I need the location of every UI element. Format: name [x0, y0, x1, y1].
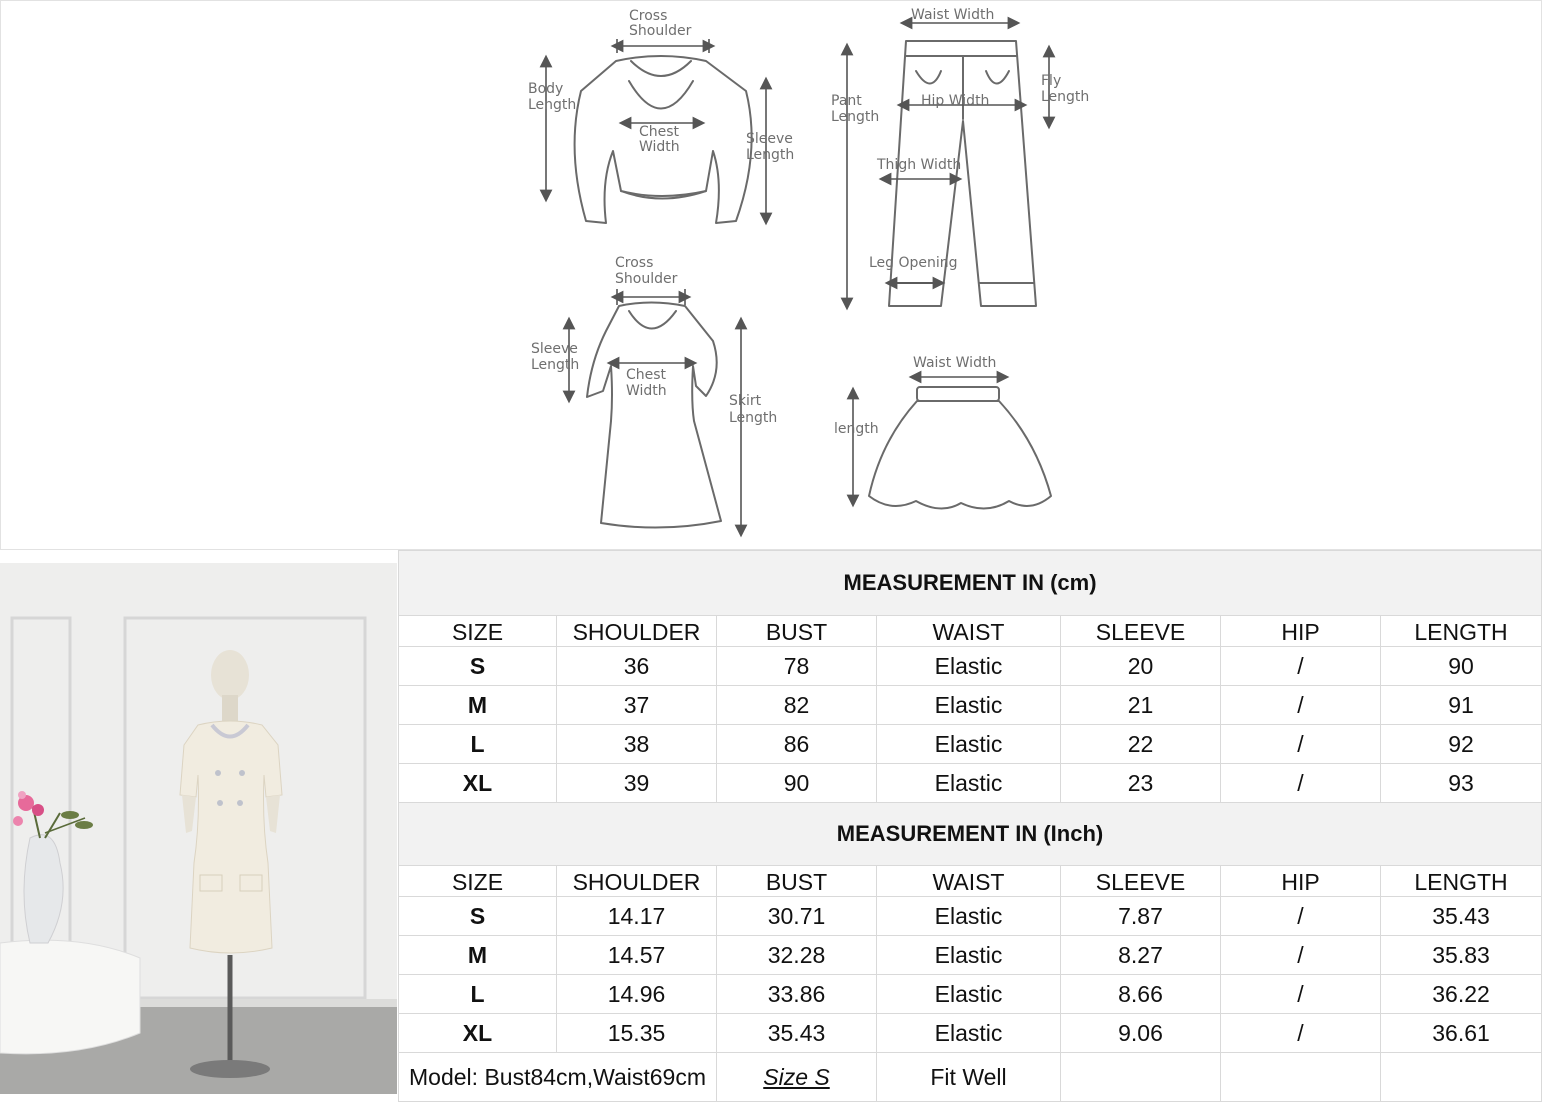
waist-cell: Elastic	[877, 975, 1061, 1014]
empty-cell	[1221, 1053, 1381, 1102]
hip-cell: /	[1221, 936, 1381, 975]
waist-cell: Elastic	[877, 647, 1061, 686]
empty-cell	[1381, 1053, 1542, 1102]
size-cell: M	[399, 936, 557, 975]
table-row	[399, 686, 1542, 725]
label-skirt-length-short: length	[834, 421, 879, 437]
model-info-row	[399, 1053, 1542, 1102]
hip-cell: /	[1221, 764, 1381, 803]
hip-cell: /	[1221, 897, 1381, 936]
hip-cell: /	[1221, 647, 1381, 686]
length-cell: 92	[1381, 725, 1542, 764]
col-header-shoulder: SHOULDER	[557, 866, 717, 897]
label-chest-width-dress: Chest	[626, 367, 667, 383]
product-photo	[0, 563, 397, 1094]
hip-cell: /	[1221, 1014, 1381, 1053]
label-sleeve-length-dress: Sleeve	[531, 341, 578, 357]
fit-note: Fit Well	[877, 1053, 1061, 1102]
col-header-hip: HIP	[1221, 866, 1381, 897]
inch-header-row	[399, 866, 1542, 897]
sleeve-cell: 20	[1061, 647, 1221, 686]
length-cell: 35.83	[1381, 936, 1542, 975]
waist-cell: Elastic	[877, 936, 1061, 975]
label-leg-opening: Leg Opening	[869, 255, 958, 271]
shoulder-cell: 14.57	[557, 936, 717, 975]
size-chart	[398, 550, 1541, 1102]
skirt-diagram	[869, 387, 1051, 509]
label-chest-width-top: Chest	[639, 124, 680, 140]
col-header-shoulder: SHOULDER	[557, 616, 717, 647]
shoulder-cell: 37	[557, 686, 717, 725]
bust-cell: 90	[717, 764, 877, 803]
bust-cell: 35.43	[717, 1014, 877, 1053]
inch-table-title: MEASUREMENT IN (Inch)	[399, 803, 1542, 866]
waist-cell: Elastic	[877, 764, 1061, 803]
length-cell: 93	[1381, 764, 1542, 803]
col-header-bust: BUST	[717, 616, 877, 647]
table-row	[399, 1014, 1542, 1053]
size-cell: S	[399, 897, 557, 936]
label-chest-width-dress-2: Width	[626, 383, 667, 399]
label-sleeve-length-top-2: Length	[746, 147, 795, 163]
bust-cell: 30.71	[717, 897, 877, 936]
sleeve-cell: 8.66	[1061, 975, 1221, 1014]
sleeve-cell: 8.27	[1061, 936, 1221, 975]
model-measurements: Model: Bust84cm,Waist69cm	[399, 1053, 717, 1102]
sleeve-cell: 21	[1061, 686, 1221, 725]
size-chart-table	[398, 550, 1542, 1102]
size-cell: M	[399, 686, 557, 725]
length-cell: 91	[1381, 686, 1542, 725]
label-cross-shoulder-top-2: Shoulder	[629, 23, 692, 39]
col-header-hip: HIP	[1221, 616, 1381, 647]
shoulder-cell: 39	[557, 764, 717, 803]
col-header-size: SIZE	[399, 616, 557, 647]
label-fly-length: Fly	[1041, 73, 1062, 89]
hip-cell: /	[1221, 686, 1381, 725]
col-header-sleeve: SLEEVE	[1061, 616, 1221, 647]
measurement-diagram	[1, 1, 1541, 549]
sleeve-cell: 9.06	[1061, 1014, 1221, 1053]
cm-table-title: MEASUREMENT IN (cm)	[399, 551, 1542, 616]
col-header-size: SIZE	[399, 866, 557, 897]
label-thigh-width: Thigh Width	[877, 157, 962, 173]
label-hip-width: Hip Width	[921, 93, 990, 109]
measurement-diagram-panel	[0, 0, 1542, 550]
waist-cell: Elastic	[877, 725, 1061, 764]
waist-cell: Elastic	[877, 686, 1061, 725]
label-body-length: Body	[528, 81, 564, 97]
col-header-bust: BUST	[717, 866, 877, 897]
size-cell: L	[399, 975, 557, 1014]
label-pant-length-2: Length	[831, 109, 880, 125]
col-header-length: LENGTH	[1381, 866, 1542, 897]
bust-cell: 32.28	[717, 936, 877, 975]
table-row	[399, 897, 1542, 936]
size-cell: L	[399, 725, 557, 764]
mannequin-dress-image	[0, 563, 397, 1094]
col-header-waist: WAIST	[877, 616, 1061, 647]
col-header-sleeve: SLEEVE	[1061, 866, 1221, 897]
bust-cell: 86	[717, 725, 877, 764]
label-cross-shoulder-dress-2: Shoulder	[615, 271, 678, 287]
shoulder-cell: 14.17	[557, 897, 717, 936]
shoulder-cell: 14.96	[557, 975, 717, 1014]
dress-diagram	[587, 303, 721, 528]
model-size: Size S	[717, 1053, 877, 1102]
table-row	[399, 936, 1542, 975]
size-cell: XL	[399, 764, 557, 803]
label-cross-shoulder-top: Cross	[629, 8, 668, 24]
table-row	[399, 647, 1542, 686]
shoulder-cell: 38	[557, 725, 717, 764]
label-body-length-2: Length	[528, 97, 577, 113]
size-cell: S	[399, 647, 557, 686]
length-cell: 36.22	[1381, 975, 1542, 1014]
label-chest-width-top-2: Width	[639, 139, 680, 155]
label-sleeve-length-dress-2: Length	[531, 357, 580, 373]
label-cross-shoulder-dress: Cross	[615, 255, 654, 271]
waist-cell: Elastic	[877, 897, 1061, 936]
length-cell: 36.61	[1381, 1014, 1542, 1053]
label-pant-length: Pant	[831, 93, 862, 109]
length-cell: 35.43	[1381, 897, 1542, 936]
sleeve-cell: 7.87	[1061, 897, 1221, 936]
sleeve-cell: 23	[1061, 764, 1221, 803]
col-header-length: LENGTH	[1381, 616, 1542, 647]
hip-cell: /	[1221, 725, 1381, 764]
label-waist-width-pants: Waist Width	[911, 7, 995, 23]
size-cell: XL	[399, 1014, 557, 1053]
waist-cell: Elastic	[877, 1014, 1061, 1053]
bust-cell: 78	[717, 647, 877, 686]
bust-cell: 82	[717, 686, 877, 725]
sleeve-cell: 22	[1061, 725, 1221, 764]
label-fly-length-2: Length	[1041, 89, 1090, 105]
table-row	[399, 764, 1542, 803]
label-sleeve-length-top: Sleeve	[746, 131, 793, 147]
label-skirt-length-2: Length	[729, 410, 778, 426]
col-header-waist: WAIST	[877, 866, 1061, 897]
empty-cell	[1061, 1053, 1221, 1102]
table-row	[399, 725, 1542, 764]
shoulder-cell: 15.35	[557, 1014, 717, 1053]
shoulder-cell: 36	[557, 647, 717, 686]
table-row	[399, 975, 1542, 1014]
label-waist-width-skirt: Waist Width	[913, 355, 997, 371]
hip-cell: /	[1221, 975, 1381, 1014]
cm-header-row	[399, 616, 1542, 647]
length-cell: 90	[1381, 647, 1542, 686]
label-skirt-length: Skirt	[729, 393, 762, 409]
bust-cell: 33.86	[717, 975, 877, 1014]
